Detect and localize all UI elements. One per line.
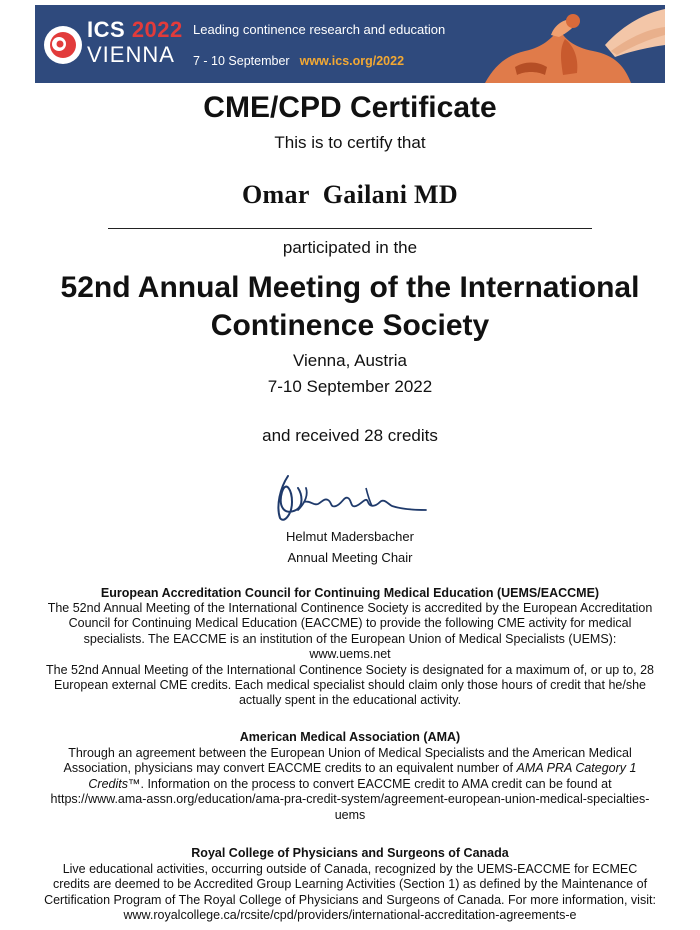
recipient-name: Omar Gailani MD xyxy=(242,180,458,209)
banner-website-link[interactable]: www.ics.org/2022 xyxy=(299,54,405,68)
banner-tagline: Leading continence research and education xyxy=(193,22,446,37)
eaccme-line: European external CME credits. Each medical specialist should claim only those hours of credit that he/she xyxy=(54,678,646,693)
certificate-title: CME/CPD Certificate xyxy=(203,91,497,124)
eaccme-line: Council for Continuing Medical Education (EACCME) to provide the following CME activity for medical xyxy=(68,616,632,631)
banner-dates-line xyxy=(193,54,404,68)
ics-logo-text xyxy=(87,19,183,66)
ama-line xyxy=(0,777,700,792)
name-underline xyxy=(108,228,592,229)
certify-text: This is to certify that xyxy=(274,133,426,152)
meeting-name-line2: Continence Society xyxy=(210,309,490,342)
eaccme-line: actually spent in the educational activity. xyxy=(238,693,462,708)
uems-link[interactable]: www.uems.net xyxy=(309,647,391,662)
signatory-name: Helmut Madersbacher xyxy=(286,529,414,544)
rcpsc-paragraph xyxy=(0,862,700,924)
eaccme-paragraph xyxy=(0,601,700,709)
rcpsc-line: Live educational activities, occurring outside of Canada, recognized by the UEMS-EACCME for ECMEC xyxy=(62,862,638,876)
statue-illustration xyxy=(455,5,665,83)
meeting-name-line1: 52nd Annual Meeting of the International xyxy=(60,271,640,304)
ama-line xyxy=(0,761,700,776)
logo-ics: ICS xyxy=(87,17,126,42)
rcpsc-line: credits are deemed to be Accredited Group Learning Activities (Section 1) as defined by the Maintenance of xyxy=(52,877,648,892)
chair-signature xyxy=(258,466,438,528)
conference-banner xyxy=(35,5,665,83)
eaccme-heading: European Accreditation Council for Continuing Medical Education (UEMS/EACCME) xyxy=(100,586,600,600)
ama-credits-text: Credits xyxy=(88,776,128,791)
rcpsc-url-link[interactable]: www.royalcollege.ca/rcsite/cpd/providers/international-accreditation-agreements-e xyxy=(123,908,577,923)
eaccme-line: The 52nd Annual Meeting of the International Continence Society is designated for a maximum of, or up to, 28 xyxy=(45,662,654,677)
logo-city: VIENNA xyxy=(87,42,175,67)
participated-text: participated in the xyxy=(282,238,418,257)
ama-paragraph xyxy=(0,746,700,823)
signatory-role: Annual Meeting Chair xyxy=(287,550,413,565)
eaccme-line: specialists. The EACCME is an institution of the European Union of Medical Specialists (UEMS): xyxy=(83,631,617,646)
ama-text: ™. Information on the process to convert EACCME credit to AMA credit can be found at xyxy=(128,776,612,791)
meeting-location: Vienna, Austria xyxy=(292,351,408,370)
rcpsc-heading: Royal College of Physicians and Surgeons of Canada xyxy=(191,846,509,860)
ama-text: Association, physicians may convert EACCME credits to an equivalent number of xyxy=(63,761,517,776)
ama-url-link-end[interactable]: uems xyxy=(334,807,366,822)
ics-logo-icon xyxy=(43,25,83,65)
ama-pra-category-text: AMA PRA Category 1 xyxy=(516,761,637,776)
ama-heading: American Medical Association (AMA) xyxy=(239,730,461,744)
banner-dates: 7 - 10 September xyxy=(193,54,290,68)
rcpsc-line: Certification Program of The Royal College of Physicians and Surgeons of Canada. For more information, visit: xyxy=(44,892,656,907)
eaccme-line: The 52nd Annual Meeting of the International Continence Society is accredited by the European Accreditation xyxy=(47,601,653,615)
meeting-dates: 7-10 September 2022 xyxy=(267,377,433,396)
credits-received: and received 28 credits xyxy=(262,426,438,445)
logo-year: 2022 xyxy=(131,17,183,42)
ama-url-link[interactable]: https://www.ama-assn.org/education/ama-pra-credit-system/agreement-european-union-medical-specialties- xyxy=(50,792,650,807)
meeting-name xyxy=(0,269,700,345)
ama-line: Through an agreement between the European Union of Medical Specialists and the American Medical xyxy=(68,746,632,760)
